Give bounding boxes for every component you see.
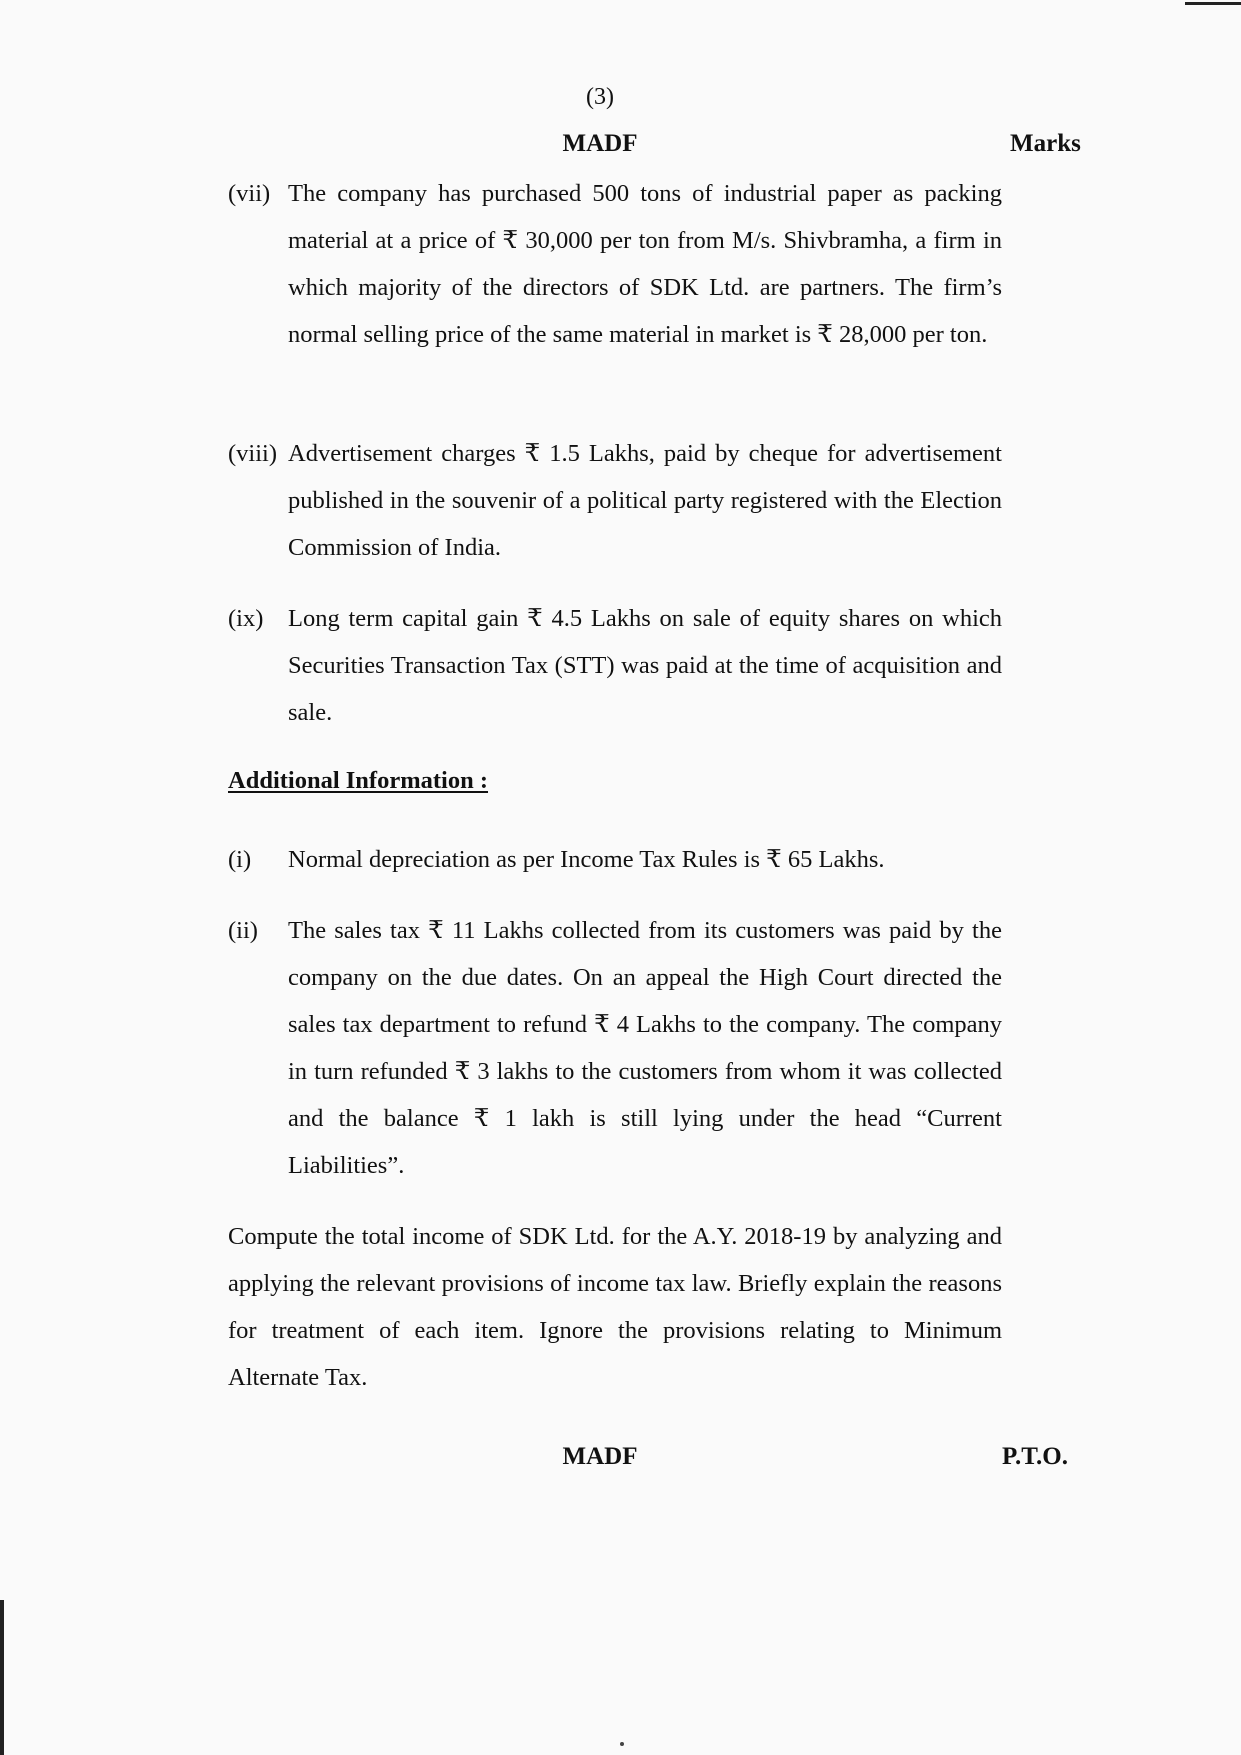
additional-item-i <box>228 836 1002 883</box>
item-label: (ix) <box>228 605 264 632</box>
item-label: (viii) <box>228 440 277 467</box>
item-text: The sales tax ₹ 11 Lakhs collected from its customers was paid by the company on the due dates. On an appeal the High Court directed the sales tax department to refund ₹ 4 Lakhs to the company. The company in turn refunded ₹ 3 lakhs to the customers from whom it was collected and the balance ₹ 1 lakh is still lying under the head “Current Liabilities”. <box>288 917 1002 1179</box>
question-item-ix <box>228 595 1002 736</box>
item-label: (vii) <box>228 180 271 207</box>
item-label: (ii) <box>228 917 258 944</box>
question-item-viii <box>228 430 1002 571</box>
scan-edge-mark <box>1185 2 1241 5</box>
item-text: Long term capital gain ₹ 4.5 Lakhs on sale of equity shares on which Securities Transaction Tax (STT) was paid at the time of acquisition and sale. <box>288 605 1002 726</box>
scan-binding-mark <box>0 1600 4 1755</box>
additional-information-heading: Additional Information : <box>228 767 489 794</box>
scan-speck <box>620 1742 624 1746</box>
item-text: Normal depreciation as per Income Tax Rules is ₹ 65 Lakhs. <box>288 846 885 873</box>
marks-column-label: Marks <box>1010 130 1081 157</box>
additional-item-ii <box>228 907 1002 1189</box>
question-instruction: Compute the total income of SDK Ltd. for the A.Y. 2018-19 by analyzing and applying the relevant provisions of income tax law. Briefly explain the reasons for treatment of each item. Ignore the provisions relating to Minimum Alternate Tax. <box>228 1223 1002 1391</box>
item-text: Advertisement charges ₹ 1.5 Lakhs, paid by cheque for advertisement published in the souvenir of a political party registered with the Election Commission of India. <box>288 440 1002 561</box>
pto-label: P.T.O. <box>1002 1443 1068 1470</box>
question-item-vii <box>228 170 1002 358</box>
paper-code-header: MADF <box>562 130 638 157</box>
paper-code-footer: MADF <box>562 1443 638 1470</box>
item-label: (i) <box>228 846 252 873</box>
page-number: (3) <box>586 84 614 110</box>
item-text: The company has purchased 500 tons of industrial paper as packing material at a price of ₹ 30,000 per ton from M/s. Shivbramha, a firm in which majority of the directors of SDK Ltd. are partners. The firm’s normal selling price of the same material in market is ₹ 28,000 per ton. <box>288 180 1002 348</box>
